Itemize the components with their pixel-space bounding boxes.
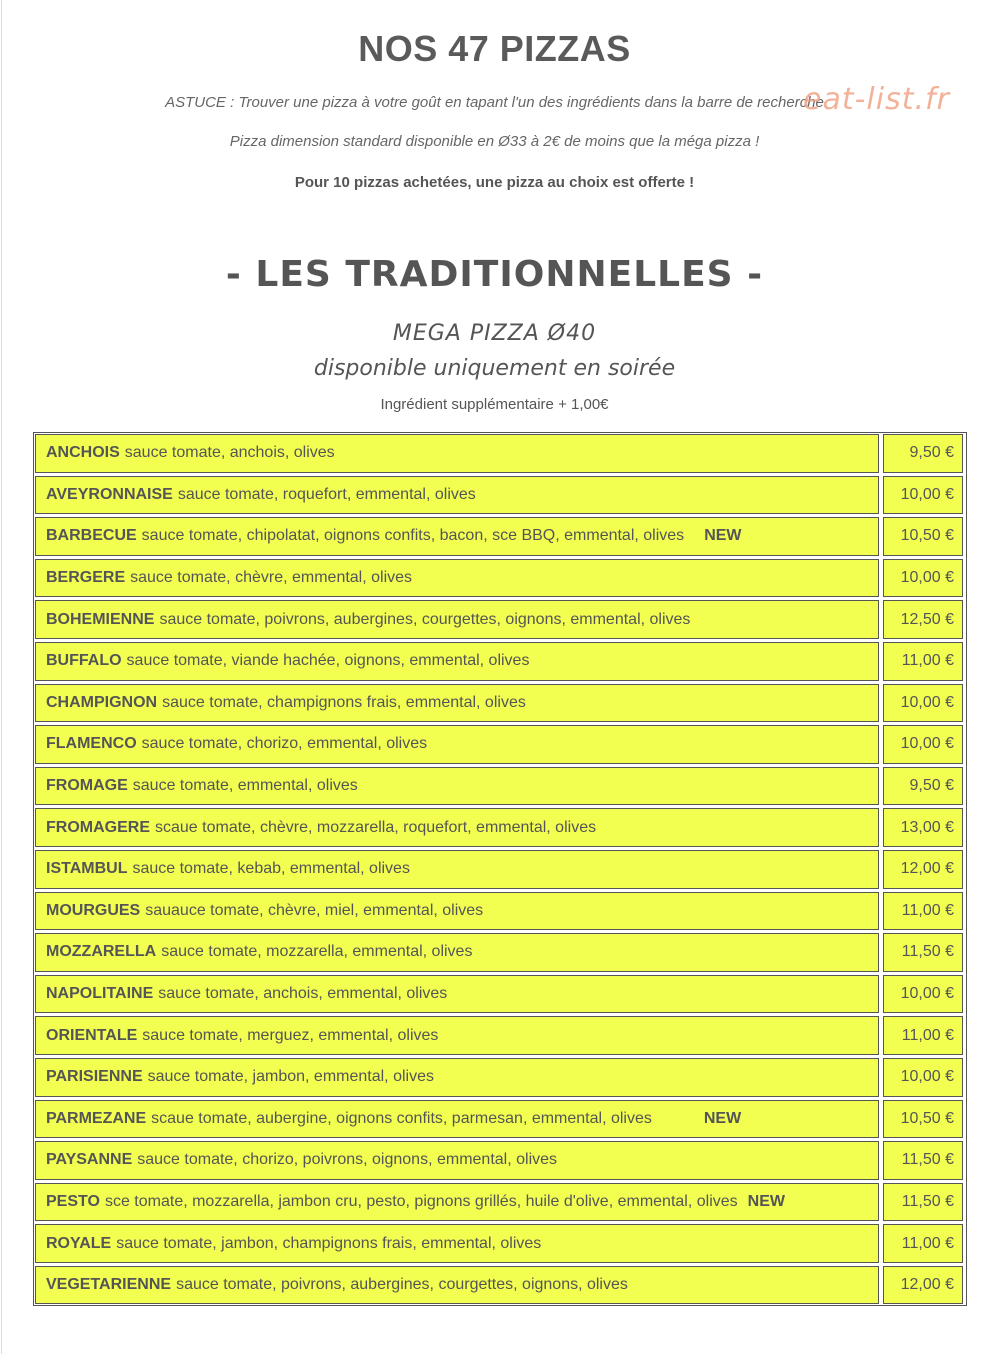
pizza-name: NAPOLITAINE [46,985,154,1003]
new-badge: NEW [704,527,742,545]
pizza-name: BARBECUE [46,527,137,545]
pizza-ingredients: sauce tomate, poivrons, aubergines, courgettes, oignons, emmental, olives [159,610,691,628]
pizza-ingredients: sauce tomate, chipolatat, oignons confits, bacon, sce BBQ, emmental, olives [141,527,685,545]
pizza-ingredients: sauce tomate, anchois, olives [124,444,335,462]
pizza-description-cell [35,767,879,806]
pizza-price: 12,00 € [883,850,963,889]
pizza-ingredients: sauce tomate, roquefort, emmental, olives [177,485,476,503]
pizza-price: 11,50 € [883,933,963,972]
pizza-size-label: MEGA PIZZA Ø40 [392,321,597,346]
pizza-price: 11,00 € [883,1224,963,1263]
pizza-row [35,684,965,723]
pizza-row [35,808,965,847]
pizza-ingredients: sauce tomate, viande hachée, oignons, emmental, olives [126,652,530,670]
pizza-row [35,933,965,972]
pizza-price: 10,50 € [883,1100,963,1139]
pizza-row [35,600,965,639]
pizza-row [35,434,965,473]
pizza-description-cell [35,476,879,515]
pizza-ingredients: sauce tomate, chorizo, poivrons, oignons, emmental, olives [137,1151,558,1169]
pizza-ingredients: sauce tomate, emmental, olives [132,777,358,795]
pizza-description-cell [35,975,879,1014]
pizza-name: FLAMENCO [46,735,137,753]
pizza-row [35,476,965,515]
pizza-description-cell [35,434,879,473]
pizza-ingredients: sauce tomate, mozzarella, emmental, olives [161,943,473,961]
pizza-description-cell [35,1141,879,1180]
pizza-ingredients: sauce tomate, champignons frais, emmental, olives [162,693,526,711]
new-badge: NEW [703,1109,742,1127]
pizza-name: ANCHOIS [46,444,120,462]
pizza-ingredients: sauauce tomate, chèvre, miel, emmental, olives [145,901,484,919]
pizza-price: 10,00 € [883,975,963,1014]
watermark-logo: eat-list.fr [803,82,950,117]
pizza-ingredients: sauce tomate, kebab, emmental, olives [132,860,410,878]
pizza-description-cell [35,642,879,681]
pizza-row [35,1183,965,1222]
pizza-row [35,850,965,889]
pizza-name: BOHEMIENNE [46,610,155,628]
pizza-row [35,1058,965,1097]
pizza-price: 11,00 € [883,642,963,681]
pizza-description-cell [35,517,879,556]
pizza-name: ORIENTALE [46,1026,138,1044]
pizza-name: ROYALE [46,1234,112,1252]
pizza-description-cell [35,1016,879,1055]
pizza-description-cell [35,1183,879,1222]
pizza-name: PESTO [46,1192,100,1210]
pizza-price: 11,00 € [883,1016,963,1055]
standard-size-note: Pizza dimension standard disponible en Ø33 à 2€ de moins que la méga pizza ! [229,133,760,150]
pizza-description-cell [35,1224,879,1263]
pizza-row [35,892,965,931]
pizza-ingredients: scaue tomate, chèvre, mozzarella, roquefort, emmental, olives [155,818,597,836]
page-title: NOS 47 PIZZAS [358,28,631,69]
pizza-name: PAYSANNE [46,1151,133,1169]
pizza-description-cell [35,725,879,764]
pizza-description-cell [35,1100,879,1139]
pizza-description-cell [35,559,879,598]
pizza-price: 10,50 € [883,517,963,556]
pizza-row [35,1141,965,1180]
pizza-description-cell [35,600,879,639]
pizza-ingredients: sce tomate, mozzarella, jambon cru, pesto, pignons grillés, huile d'olive, emmental, olives [104,1192,738,1210]
pizza-name: PARMEZANE [46,1109,147,1127]
pizza-price: 10,00 € [883,476,963,515]
pizza-ingredients: scaue tomate, aubergine, oignons confits, parmesan, emmental, olives [151,1109,652,1127]
pizza-name: AVEYRONNAISE [46,485,173,503]
pizza-price: 10,00 € [883,684,963,723]
pizza-ingredients: sauce tomate, jambon, champignons frais, emmental, olives [116,1234,542,1252]
pizza-row [35,1100,965,1139]
pizza-name: BUFFALO [46,652,122,670]
pizza-price: 11,50 € [883,1183,963,1222]
pizza-row [35,517,965,556]
pizza-row [35,767,965,806]
pizza-row [35,1016,965,1055]
pizza-price: 11,00 € [883,892,963,931]
pizza-description-cell [35,933,879,972]
pizza-ingredients: sauce tomate, anchois, emmental, olives [158,985,448,1003]
loyalty-offer: Pour 10 pizzas achetées, une pizza au choix est offerte ! [294,174,695,191]
pizza-ingredients: sauce tomate, poivrons, aubergines, courgettes, oignons, olives [176,1276,628,1294]
pizza-price: 12,00 € [883,1266,963,1305]
pizza-price: 9,50 € [883,767,963,806]
pizza-row [35,1224,965,1263]
pizza-price: 10,00 € [883,559,963,598]
pizza-description-cell [35,892,879,931]
pizza-ingredients: sauce tomate, jambon, emmental, olives [147,1068,434,1086]
pizza-description-cell [35,684,879,723]
pizza-description-cell [35,1266,879,1305]
pizza-name: MOURGUES [46,901,141,919]
pizza-price: 9,50 € [883,434,963,473]
pizza-price: 11,50 € [883,1141,963,1180]
pizza-name: VEGETARIENNE [46,1276,172,1294]
new-badge: NEW [747,1192,785,1210]
pizza-description-cell [35,850,879,889]
pizza-row [35,559,965,598]
pizza-description-cell [35,1058,879,1097]
availability-note: disponible uniquement en soirée [313,356,676,381]
pizza-name: FROMAGE [46,777,128,795]
pizza-price: 10,00 € [883,725,963,764]
pizza-row [35,642,965,681]
extra-ingredient-note: Ingrédient supplémentaire + 1,00€ [380,396,609,413]
pizza-row [35,725,965,764]
pizza-ingredients: sauce tomate, chorizo, emmental, olives [141,735,428,753]
pizza-name: CHAMPIGNON [46,693,158,711]
pizza-name: MOZZARELLA [46,943,157,961]
pizza-name: FROMAGERE [46,818,150,836]
section-title: - LES TRADITIONNELLES - [225,254,764,295]
page-edge-divider [1,0,2,1354]
pizza-name: PARISIENNE [46,1068,143,1086]
pizza-price: 13,00 € [883,808,963,847]
pizza-row [35,975,965,1014]
pizza-name: ISTAMBUL [46,860,128,878]
pizza-ingredients: sauce tomate, chèvre, emmental, olives [130,569,413,587]
pizza-price: 12,50 € [883,600,963,639]
pizza-name: BERGERE [46,569,126,587]
pizza-price: 10,00 € [883,1058,963,1097]
pizza-row [35,1266,965,1305]
pizza-menu-table [33,432,967,1306]
search-tip: ASTUCE : Trouver une pizza à votre goût en tapant l'un des ingrédients dans la barre de recherche [165,94,824,111]
pizza-ingredients: sauce tomate, merguez, emmental, olives [142,1026,439,1044]
pizza-description-cell [35,808,879,847]
